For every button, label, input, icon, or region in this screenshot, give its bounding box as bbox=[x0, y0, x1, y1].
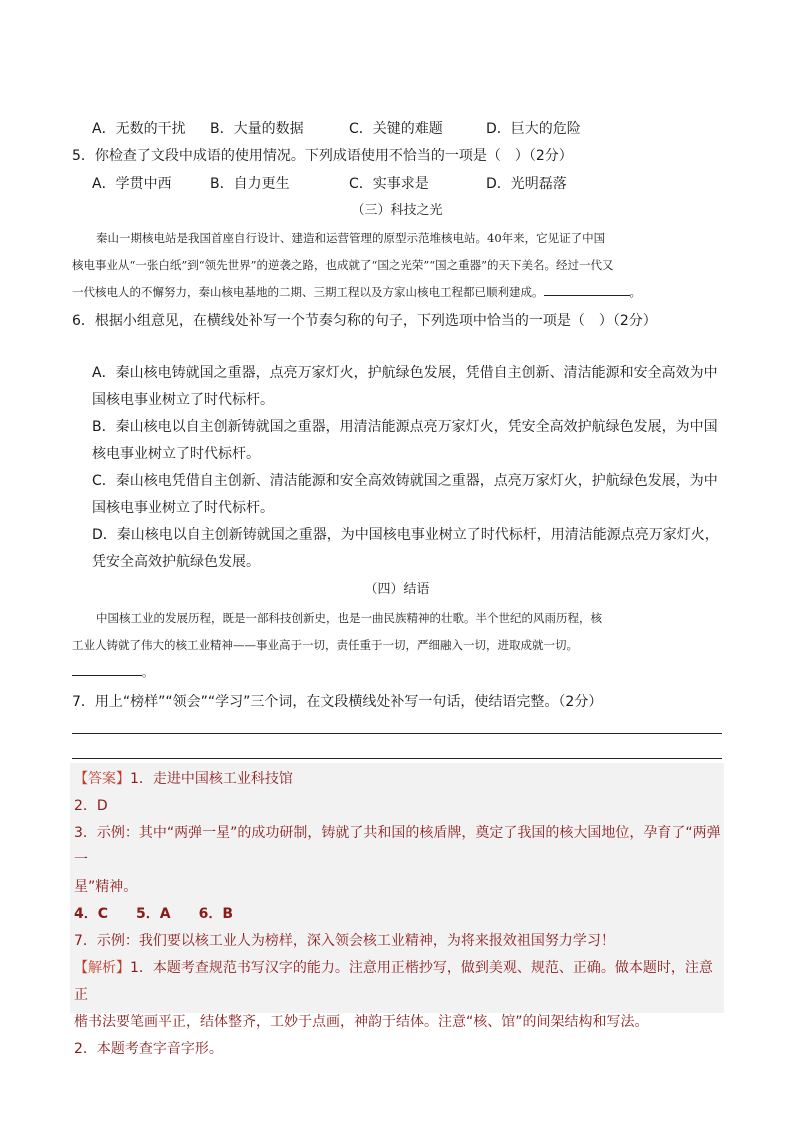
q5-option-a[interactable]: A．学贯中西 bbox=[92, 176, 172, 192]
q7-stem: 7．用上“榜样”“领会”“学习”三个词，在文段横线处补写一句话，使结语完整。（2分） bbox=[72, 694, 603, 710]
answer-3: 3．示例：其中“两弹一星”的成功研制，铸就了共和国的核盾牌，奠定了我国的核大国地位，孕育了“两弹一 星”精神。 bbox=[74, 825, 721, 895]
q6-stem: 6．根据小组意见，在横线处补写一个节奏匀称的句子，下列选项中恰当的一项是（ ）（2分） bbox=[72, 313, 657, 329]
q4-option-d[interactable]: D．巨大的危险 bbox=[486, 121, 581, 137]
answer-tag: 【答案】 bbox=[74, 771, 130, 787]
explanation-2: 2．本题考查字音字形。 bbox=[74, 1041, 223, 1057]
answer-7: 7．示例：我们要以核工业人为榜样，深入领会核工业精神，为将来报效祖国努力学习！ bbox=[74, 933, 615, 949]
answer-1: 1．走进中国核工业科技馆 bbox=[130, 771, 293, 787]
section3-line-3: 一代核电人的不懈努力，秦山核电基地的二期、三期工程以及方家山核电工程都已顺利建成。 bbox=[72, 285, 544, 299]
explanation-1-line-2: 楷书法要笔画平正，结体整齐，工妙于点画，神韵于结体。注意“核、馆”的间架结构和写法。 bbox=[74, 1014, 649, 1030]
q6-option-b[interactable]: B．秦山核电以自主创新铸就国之重器，用清洁能源点亮万家灯火，凭安全高效护航绿色发展，为中国 核电事业树立了时代标杆。 bbox=[92, 419, 718, 462]
section3-end-mark: 。 bbox=[629, 285, 641, 299]
section4-line-1: 中国核工业的发展历程，既是一部科技创新史，也是一曲民族精神的壮歌。半个世纪的风雨历程，核 bbox=[96, 611, 602, 625]
q6-choices bbox=[92, 360, 722, 576]
q5-option-d[interactable]: D．光明磊落 bbox=[486, 176, 567, 192]
q4-option-c[interactable]: C．关键的难题 bbox=[349, 121, 443, 137]
analysis-tag: 【解析】 bbox=[74, 960, 130, 976]
q5-option-c[interactable]: C．实事求是 bbox=[349, 176, 429, 192]
conclusion-blank[interactable] bbox=[72, 662, 142, 676]
section3-line-1: 秦山一期核电站是我国首座自行设计、建造和运营管理的原型示范堆核电站。40年来，它见证了中国 bbox=[96, 231, 606, 245]
answer-writing-line-1[interactable] bbox=[72, 733, 722, 734]
answer-4-5-6: 4．C 5．A 6．B bbox=[74, 906, 234, 922]
section4-passage bbox=[72, 605, 724, 686]
q6-option-d[interactable]: D．秦山核电以自主创新铸就国之重器，为中国核电事业树立了时代标杆，用清洁能源点亮万家灯火， 凭安全高效护航绿色发展。 bbox=[92, 527, 719, 570]
section3-heading: （三）科技之光 bbox=[351, 203, 443, 218]
section3-passage bbox=[72, 225, 724, 306]
answer-writing-line-2[interactable] bbox=[72, 758, 722, 759]
fill-blank[interactable] bbox=[544, 282, 630, 296]
answer-section bbox=[74, 766, 722, 1063]
section3-line-2: 核电事业从“一张白纸”到“领先世界”的逆袭之路，也成就了“国之光荣”“国之重器”的天下美名。经过一代又 bbox=[72, 258, 614, 272]
q4-option-a[interactable]: A．无数的干扰 bbox=[92, 121, 186, 137]
answer-2-value: D bbox=[96, 798, 108, 814]
q5-option-b[interactable]: B．自力更生 bbox=[210, 176, 290, 192]
q6-option-a[interactable]: A．秦山核电铸就国之重器，点亮万家灯火，护航绿色发展，凭借自主创新、清洁能源和安全高效为中 国核电事业树立了时代标杆。 bbox=[92, 365, 718, 408]
section4-end-mark: 。 bbox=[142, 665, 154, 679]
q4-option-b[interactable]: B．大量的数据 bbox=[210, 121, 304, 137]
q5-stem: 5．你检查了文段中成语的使用情况。下列成语使用不恰当的一项是（ ）（2分） bbox=[72, 148, 573, 164]
section4-heading: （四）结语 bbox=[364, 582, 430, 597]
explanation-1-line-1: 1．本题考查规范书写汉字的能力。注意用正楷抄写，做到美观、规范、正确。做本题时，注意正 bbox=[74, 960, 713, 1003]
q6-option-c[interactable]: C．秦山核电凭借自主创新、清洁能源和安全高效铸就国之重器，点亮万家灯火，护航绿色发展，为中 国核电事业树立了时代标杆。 bbox=[92, 473, 718, 516]
section4-line-2: 工业人铸就了伟大的核工业精神——事业高于一切，责任重于一切，严细融入一切，进取成就一切。 bbox=[72, 638, 578, 652]
answer-2-num: 2． bbox=[74, 798, 97, 814]
